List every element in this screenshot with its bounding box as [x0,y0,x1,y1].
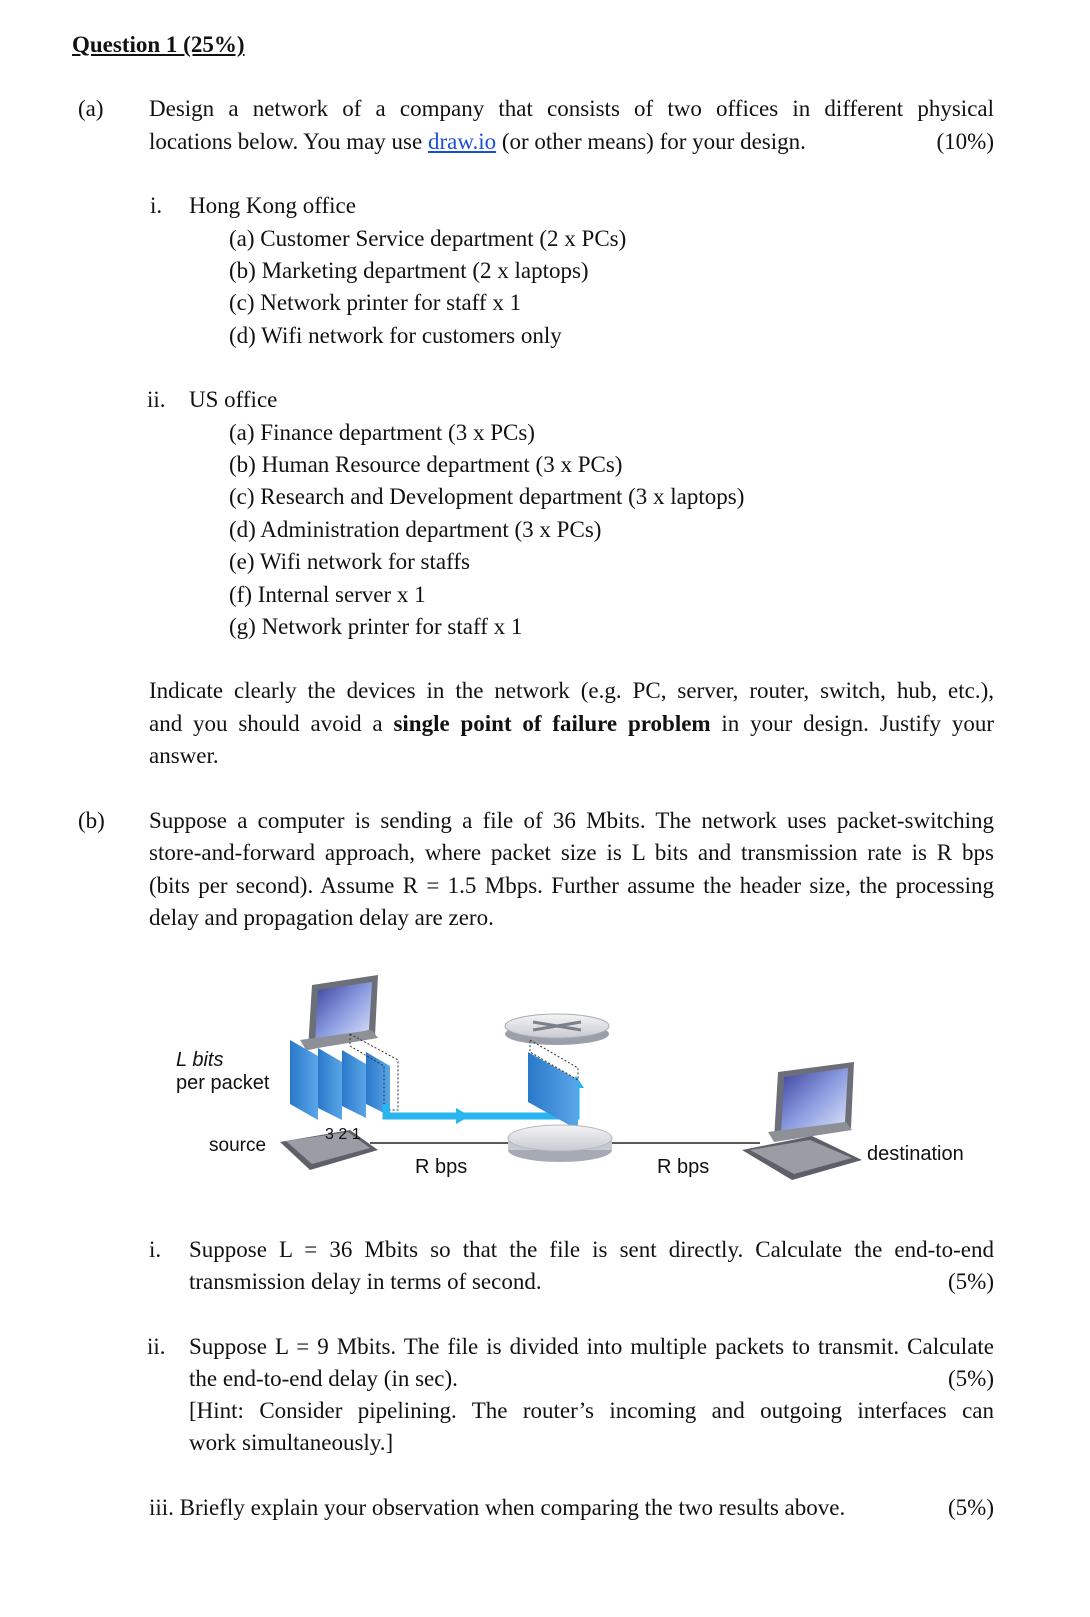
part-b-line: (bits per second). Assume R = 1.5 Mbps. Further assume the header size, the processing [149,873,994,898]
q2-num: ii. [147,1334,166,1359]
indicate-line2-pre: and you should avoid a [149,711,394,736]
us-item: (c) Research and Development department (3 x laptops) [229,484,745,509]
q2-line3: [Hint: Consider pipelining. The router’s incoming and outgoing interfaces can [189,1398,994,1423]
us-item: (e) Wifi network for staffs [229,549,470,574]
q2-line2 [189,1365,994,1393]
question-title: Question 1 (25%) [72,32,245,57]
indicate-line3: answer. [149,743,219,768]
router-icon [505,1014,609,1045]
q3-text: Briefly explain your observation when comparing the two results above. [179,1495,846,1520]
q3-marks: (5%) [948,1495,994,1520]
hk-title: Hong Kong office [189,193,356,218]
q1-line1: Suppose L = 36 Mbits so that the file is sent directly. Calculate the end-to-end [189,1237,994,1262]
destination-label: destination [867,1143,964,1165]
indicate-line2-bold: single point of failure problem [393,711,711,736]
hk-item: (b) Marketing department (2 x laptops) [229,258,589,283]
part-a-line1: Design a network of a company that consists of two offices in different physical [149,96,994,121]
us-title: US office [189,387,278,412]
indicate-line2 [149,710,994,738]
part-b-line: Suppose a computer is sending a file of 36 Mbits. The network uses packet-switching [149,808,994,833]
us-item: (d) Administration department (3 x PCs) [229,517,602,542]
part-a-label: (a) [78,96,104,121]
part-a-marks: (10%) [936,129,994,154]
source-label: source [209,1135,267,1156]
q1-marks: (5%) [948,1269,994,1294]
destination-computer-icon [742,1062,862,1180]
q1-line2 [189,1268,994,1296]
q2-line2-text: the end-to-end delay (in sec). [189,1366,458,1391]
q2-line1: Suppose L = 9 Mbits. The file is divided into multiple packets to transmit. Calculate [189,1334,994,1359]
part-a-line2 [149,128,994,156]
packet-numbers-label: 3 2 1 [325,1126,361,1143]
hk-item: (c) Network printer for staff x 1 [229,290,522,315]
us-item: (g) Network printer for staff x 1 [229,614,523,639]
hk-item: (a) Customer Service department (2 x PCs) [229,226,627,251]
hk-item: (d) Wifi network for customers only [229,323,562,348]
part-b-line: store-and-forward approach, where packet size is L bits and transmission rate is R bps [149,840,994,865]
part-b-line: delay and propagation delay are zero. [149,905,494,930]
part-b-label: (b) [78,808,105,833]
indicate-line2-post: in your design. Justify your [710,711,995,736]
rbps-label-2: R bps [657,1156,710,1178]
q1-line2-text: transmission delay in terms of second. [189,1269,542,1294]
q2-line4: work simultaneously.] [189,1430,394,1455]
us-item: (f) Internal server x 1 [229,582,426,607]
hk-num: i. [150,193,163,218]
q3-num: iii. [149,1495,174,1520]
l-bits-label: L bits [176,1049,224,1071]
us-item: (a) Finance department (3 x PCs) [229,420,535,445]
q1-num: i. [149,1237,162,1262]
rbps-label-1: R bps [415,1156,468,1178]
part-a-line2-pre: locations below. You may use [149,129,428,154]
us-item: (b) Human Resource department (3 x PCs) [229,452,623,477]
per-packet-label: per packet [176,1072,270,1094]
router-disk [508,1125,612,1162]
drawio-link[interactable]: draw.io [427,129,497,154]
store-forward-diagram [0,960,1090,1190]
indicate-line1: Indicate clearly the devices in the network (e.g. PC, server, router, switch, hub, etc.), [149,678,994,703]
q2-marks: (5%) [948,1366,994,1391]
q3-line [149,1494,994,1522]
part-a-line2-post: (or other means) for your design. [496,129,806,154]
us-num: ii. [147,387,166,412]
